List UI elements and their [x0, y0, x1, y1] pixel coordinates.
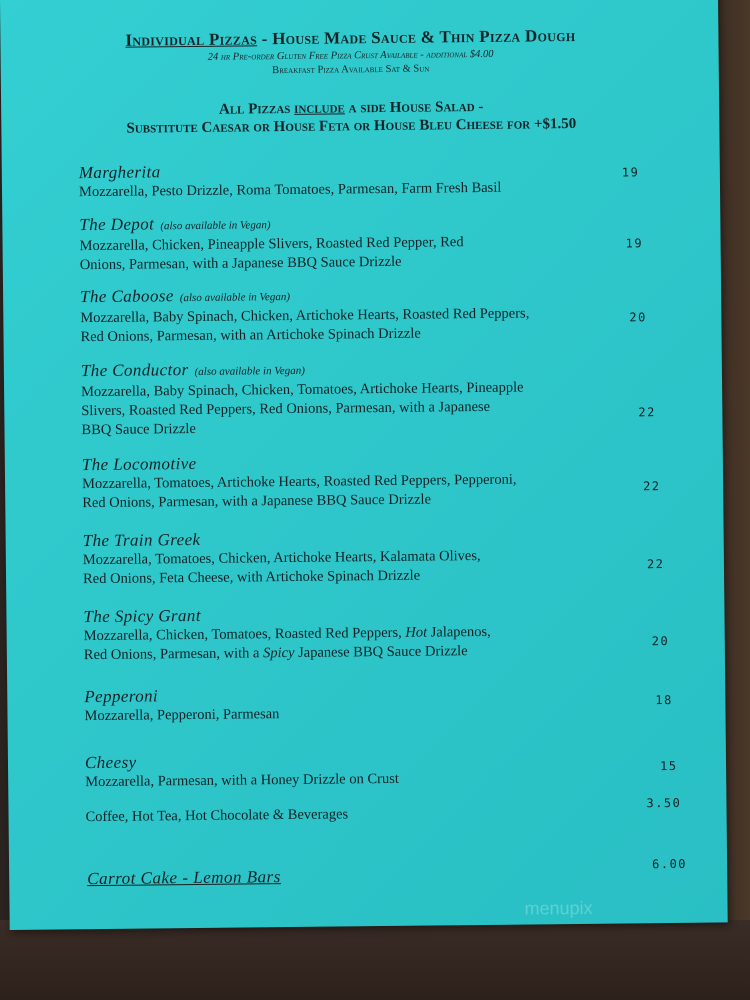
menu-item-the-spicy-grant	[83, 602, 604, 665]
item-desc-line: BBQ Sauce Drizzle	[81, 420, 196, 439]
item-name: Cheesy	[84, 752, 137, 773]
item-price: 22	[638, 405, 656, 420]
desc-emphasis: Hot	[405, 624, 428, 641]
menu-item-the-depot	[79, 210, 600, 275]
menu-item-the-caboose	[80, 282, 601, 347]
item-note: (also available in Vegan)	[160, 219, 271, 233]
item-name: The Conductor	[80, 360, 189, 381]
item-desc-line: Mozzarella, Tomatoes, Artichoke Hearts, Roasted Red Peppers, Pepperoni,	[81, 471, 517, 493]
beverages-price: 3.50	[646, 795, 682, 811]
item-name: Margherita	[78, 162, 161, 183]
desc-text: Red Onions, Parmesan, with a	[83, 645, 264, 664]
item-price: 20	[629, 310, 647, 325]
item-desc: Mozzarella, Pepperoni, Parmesan	[84, 706, 280, 725]
menu-item-the-conductor	[81, 356, 602, 440]
item-desc-line: Mozzarella, Chicken, Pineapple Slivers, Roasted Red Pepper, Red	[79, 234, 464, 255]
item-note: (also available in Vegan)	[194, 364, 305, 378]
item-desc-line: Slivers, Roasted Red Peppers, Red Onions, Parmesan, with a Japanese	[81, 398, 491, 420]
menu-title-sub: - House Made Sauce & Thin Pizza Dough	[257, 25, 576, 49]
menu-item-pepperoni	[84, 682, 604, 726]
desc-text: Jalapenos,	[426, 623, 491, 641]
breakfast-note: Breakfast Pizza Available Sat & Sun	[272, 63, 430, 77]
watermark: menupix	[524, 897, 593, 919]
item-name: The Train Greek	[82, 529, 201, 551]
item-price: 22	[643, 479, 661, 494]
desc-emphasis: Spicy	[262, 644, 295, 662]
desc-text: Japanese BBQ Sauce Drizzle	[294, 643, 468, 661]
table-surface-bottom	[0, 920, 750, 1000]
item-desc-line: Mozzarella, Baby Spinach, Chicken, Artichoke Hearts, Roasted Red Peppers,	[80, 305, 530, 327]
gluten-free-note: 24 hr Pre-order Gluten Free Pizza Crust Available - additional $4.00	[207, 48, 494, 63]
item-desc-line: Red Onions, Feta Cheese, with Artichoke Spinach Drizzle	[82, 567, 421, 588]
item-desc-line: Red Onions, Parmesan, with an Artichoke Spinach Drizzle	[80, 325, 421, 346]
item-desc-line: Onions, Parmesan, with a Japanese BBQ Sauce Drizzle	[79, 253, 402, 274]
menu-title-main: Individual Pizzas	[125, 29, 258, 50]
item-price: 18	[655, 692, 673, 708]
menu-item-the-train-greek	[83, 526, 604, 589]
salad-note-part1: All Pizzas	[218, 100, 295, 118]
menu-item-margherita	[79, 158, 599, 202]
item-name: The Depot	[79, 214, 155, 235]
dessert-price: 6.00	[652, 856, 688, 872]
item-note: (also available in Vegan)	[179, 290, 291, 305]
item-name: Pepperoni	[84, 686, 159, 707]
item-desc-line: Mozzarella, Baby Spinach, Chicken, Tomatoes, Artichoke Hearts, Pineapple	[81, 379, 524, 401]
item-desc-line	[84, 641, 604, 665]
item-desc: Mozzarella, Pesto Drizzle, Roma Tomatoes, Parmesan, Farm Fresh Basil	[78, 179, 502, 201]
item-name: The Caboose	[80, 286, 174, 307]
item-desc: Mozzarella, Parmesan, with a Honey Drizzle on Crust	[85, 770, 399, 791]
beverages-label: Coffee, Hot Tea, Hot Chocolate & Beverages	[85, 806, 349, 826]
salad-note-include: include	[294, 100, 345, 117]
item-name: The Spicy Grant	[83, 605, 201, 627]
substitute-note: Substitute Caesar or House Feta or House Bleu Cheese for +$1.50	[126, 115, 577, 137]
dessert-label: Carrot Cake - Lemon Bars	[87, 867, 281, 889]
item-price: 19	[625, 236, 644, 251]
menu-item-the-locomotive	[82, 450, 603, 513]
item-desc-line: Mozzarella, Tomatoes, Chicken, Artichoke Hearts, Kalamata Olives,	[82, 547, 481, 569]
item-price: 15	[659, 758, 678, 774]
item-price: 19	[621, 165, 640, 180]
salad-note-part3: a side House Salad -	[344, 98, 484, 117]
item-price: 20	[651, 634, 670, 649]
desc-text: Mozzarella, Chicken, Tomatoes, Roasted Red Peppers,	[83, 624, 406, 645]
item-name: The Locomotive	[81, 453, 197, 475]
item-price: 22	[646, 557, 665, 572]
menu-item-cheesy	[85, 748, 605, 792]
item-desc-line: Red Onions, Parmesan, with a Japanese BBQ Sauce Drizzle	[82, 491, 432, 512]
